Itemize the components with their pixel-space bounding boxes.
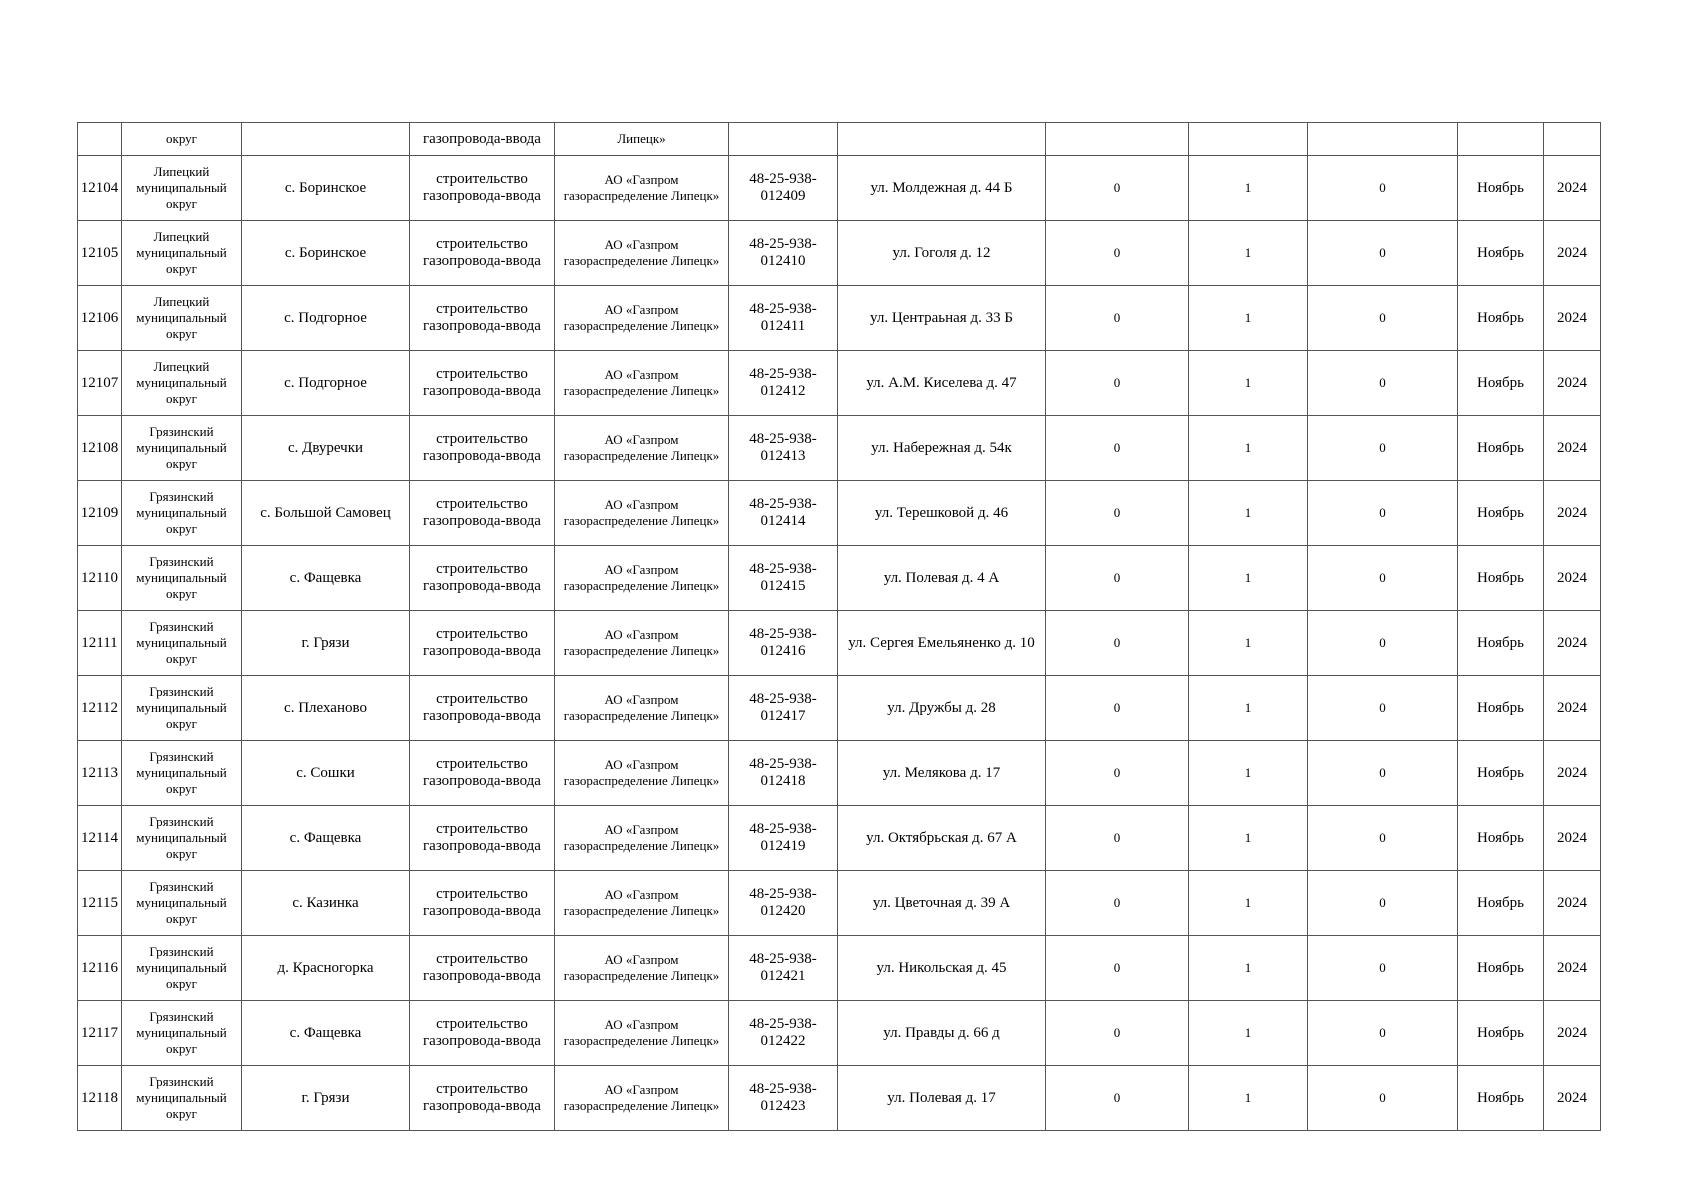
cell-c2: 1 [1189, 156, 1308, 221]
cell-num: 12114 [78, 806, 122, 871]
cell-code: 48-25-938-012417 [729, 676, 838, 741]
cell-work: строительство газопровода-ввода [410, 936, 555, 1001]
cell-c1: 0 [1046, 1066, 1189, 1131]
cell-num: 12116 [78, 936, 122, 1001]
cell-c2: 1 [1189, 1001, 1308, 1066]
cell-locality: с. Боринское [242, 156, 410, 221]
cell-district: Грязинский муниципальный округ [122, 676, 242, 741]
cell-c3: 0 [1308, 871, 1458, 936]
table-row [78, 351, 1601, 416]
cell-district: Липецкий муниципальный округ [122, 351, 242, 416]
cell-c1: 0 [1046, 416, 1189, 481]
cell-month: Ноябрь [1458, 481, 1544, 546]
table-row [78, 871, 1601, 936]
cell-work: строительство газопровода-ввода [410, 481, 555, 546]
cell-c3: 0 [1308, 481, 1458, 546]
cell-address: ул. Мелякова д. 17 [838, 741, 1046, 806]
cell-address [838, 123, 1046, 156]
cell-locality: с. Двуречки [242, 416, 410, 481]
cell-locality: с. Фащевка [242, 1001, 410, 1066]
cell-address: ул. Молдежная д. 44 Б [838, 156, 1046, 221]
cell-org: АО «Газпром газораспределение Липецк» [555, 871, 729, 936]
cell-month: Ноябрь [1458, 416, 1544, 481]
cell-work: строительство газопровода-ввода [410, 221, 555, 286]
cell-org: АО «Газпром газораспределение Липецк» [555, 221, 729, 286]
cell-c2: 1 [1189, 611, 1308, 676]
cell-work: строительство газопровода-ввода [410, 676, 555, 741]
cell-code: 48-25-938-012415 [729, 546, 838, 611]
cell-c1 [1046, 123, 1189, 156]
table-row [78, 481, 1601, 546]
cell-code: 48-25-938-012416 [729, 611, 838, 676]
cell-num: 12106 [78, 286, 122, 351]
cell-num: 12110 [78, 546, 122, 611]
cell-address: ул. Никольская д. 45 [838, 936, 1046, 1001]
cell-org: АО «Газпром газораспределение Липецк» [555, 156, 729, 221]
cell-org: АО «Газпром газораспределение Липецк» [555, 1066, 729, 1131]
table-body [78, 123, 1601, 1131]
cell-district: Грязинский муниципальный округ [122, 1001, 242, 1066]
cell-year: 2024 [1544, 741, 1601, 806]
cell-month: Ноябрь [1458, 611, 1544, 676]
cell-org: Липецк» [555, 123, 729, 156]
cell-code: 48-25-938-012409 [729, 156, 838, 221]
cell-c2: 1 [1189, 351, 1308, 416]
table-row [78, 611, 1601, 676]
cell-c3: 0 [1308, 1066, 1458, 1131]
cell-month: Ноябрь [1458, 741, 1544, 806]
cell-num: 12113 [78, 741, 122, 806]
table-row [78, 156, 1601, 221]
cell-code: 48-25-938-012423 [729, 1066, 838, 1131]
cell-code: 48-25-938-012420 [729, 871, 838, 936]
cell-code [729, 123, 838, 156]
cell-code: 48-25-938-012413 [729, 416, 838, 481]
cell-code: 48-25-938-012422 [729, 1001, 838, 1066]
cell-district: Липецкий муниципальный округ [122, 156, 242, 221]
cell-work: газопровода-ввода [410, 123, 555, 156]
cell-c3: 0 [1308, 156, 1458, 221]
cell-c1: 0 [1046, 806, 1189, 871]
table-row [78, 221, 1601, 286]
cell-month [1458, 123, 1544, 156]
cell-c1: 0 [1046, 871, 1189, 936]
cell-c1: 0 [1046, 351, 1189, 416]
cell-locality: с. Боринское [242, 221, 410, 286]
cell-locality: с. Фащевка [242, 546, 410, 611]
cell-work: строительство газопровода-ввода [410, 611, 555, 676]
cell-year: 2024 [1544, 546, 1601, 611]
cell-c2: 1 [1189, 806, 1308, 871]
table-row [78, 286, 1601, 351]
cell-address: ул. Центраьная д. 33 Б [838, 286, 1046, 351]
cell-code: 48-25-938-012412 [729, 351, 838, 416]
cell-c2: 1 [1189, 286, 1308, 351]
cell-locality: г. Грязи [242, 1066, 410, 1131]
cell-c2: 1 [1189, 741, 1308, 806]
cell-address: ул. А.М. Киселева д. 47 [838, 351, 1046, 416]
cell-num: 12107 [78, 351, 122, 416]
cell-c1: 0 [1046, 676, 1189, 741]
cell-org: АО «Газпром газораспределение Липецк» [555, 286, 729, 351]
cell-num: 12111 [78, 611, 122, 676]
cell-c3: 0 [1308, 936, 1458, 1001]
table-row [78, 806, 1601, 871]
cell-c3: 0 [1308, 676, 1458, 741]
cell-work: строительство газопровода-ввода [410, 806, 555, 871]
cell-c2: 1 [1189, 416, 1308, 481]
cell-district: Грязинский муниципальный округ [122, 936, 242, 1001]
gas-connection-schedule-table [77, 122, 1601, 1131]
cell-c1: 0 [1046, 481, 1189, 546]
cell-month: Ноябрь [1458, 156, 1544, 221]
cell-year: 2024 [1544, 936, 1601, 1001]
cell-c3: 0 [1308, 546, 1458, 611]
cell-num: 12104 [78, 156, 122, 221]
cell-c1: 0 [1046, 936, 1189, 1001]
cell-locality: с. Подгорное [242, 351, 410, 416]
cell-district: Грязинский муниципальный округ [122, 546, 242, 611]
table-row [78, 1001, 1601, 1066]
cell-month: Ноябрь [1458, 1066, 1544, 1131]
cell-code: 48-25-938-012418 [729, 741, 838, 806]
table-row [78, 936, 1601, 1001]
cell-org: АО «Газпром газораспределение Липецк» [555, 1001, 729, 1066]
cell-month: Ноябрь [1458, 676, 1544, 741]
cell-month: Ноябрь [1458, 936, 1544, 1001]
cell-c3: 0 [1308, 351, 1458, 416]
cell-num [78, 123, 122, 156]
cell-district: Грязинский муниципальный округ [122, 611, 242, 676]
cell-address: ул. Правды д. 66 д [838, 1001, 1046, 1066]
cell-locality: с. Сошки [242, 741, 410, 806]
cell-c1: 0 [1046, 611, 1189, 676]
cell-work: строительство газопровода-ввода [410, 546, 555, 611]
cell-year: 2024 [1544, 481, 1601, 546]
cell-year: 2024 [1544, 611, 1601, 676]
cell-address: ул. Сергея Емельяненко д. 10 [838, 611, 1046, 676]
cell-c2: 1 [1189, 936, 1308, 1001]
cell-num: 12118 [78, 1066, 122, 1131]
cell-work: строительство газопровода-ввода [410, 156, 555, 221]
cell-address: ул. Дружбы д. 28 [838, 676, 1046, 741]
cell-locality: с. Большой Самовец [242, 481, 410, 546]
cell-c2 [1189, 123, 1308, 156]
cell-org: АО «Газпром газораспределение Липецк» [555, 806, 729, 871]
cell-year: 2024 [1544, 1066, 1601, 1131]
cell-c1: 0 [1046, 156, 1189, 221]
cell-work: строительство газопровода-ввода [410, 871, 555, 936]
cell-district: Липецкий муниципальный округ [122, 286, 242, 351]
cell-c2: 1 [1189, 481, 1308, 546]
cell-month: Ноябрь [1458, 221, 1544, 286]
cell-year: 2024 [1544, 1001, 1601, 1066]
cell-org: АО «Газпром газораспределение Липецк» [555, 936, 729, 1001]
cell-address: ул. Гоголя д. 12 [838, 221, 1046, 286]
cell-c1: 0 [1046, 221, 1189, 286]
cell-c2: 1 [1189, 221, 1308, 286]
cell-address: ул. Октябрьская д. 67 А [838, 806, 1046, 871]
cell-c3 [1308, 123, 1458, 156]
cell-address: ул. Цветочная д. 39 А [838, 871, 1046, 936]
cell-num: 12117 [78, 1001, 122, 1066]
cell-month: Ноябрь [1458, 1001, 1544, 1066]
cell-num: 12108 [78, 416, 122, 481]
cell-district: округ [122, 123, 242, 156]
cell-year: 2024 [1544, 416, 1601, 481]
cell-code: 48-25-938-012421 [729, 936, 838, 1001]
cell-locality: с. Фащевка [242, 806, 410, 871]
table-row [78, 676, 1601, 741]
cell-c3: 0 [1308, 611, 1458, 676]
table-row [78, 546, 1601, 611]
cell-district: Грязинский муниципальный округ [122, 416, 242, 481]
cell-c2: 1 [1189, 676, 1308, 741]
cell-c3: 0 [1308, 221, 1458, 286]
table-row [78, 741, 1601, 806]
cell-code: 48-25-938-012419 [729, 806, 838, 871]
cell-org: АО «Газпром газораспределение Липецк» [555, 611, 729, 676]
cell-work: строительство газопровода-ввода [410, 1066, 555, 1131]
cell-org: АО «Газпром газораспределение Липецк» [555, 676, 729, 741]
cell-address: ул. Терешковой д. 46 [838, 481, 1046, 546]
cell-locality: с. Подгорное [242, 286, 410, 351]
cell-num: 12109 [78, 481, 122, 546]
cell-c2: 1 [1189, 546, 1308, 611]
cell-year: 2024 [1544, 871, 1601, 936]
cell-district: Грязинский муниципальный округ [122, 871, 242, 936]
cell-c1: 0 [1046, 1001, 1189, 1066]
cell-month: Ноябрь [1458, 546, 1544, 611]
cell-year: 2024 [1544, 221, 1601, 286]
cell-c1: 0 [1046, 546, 1189, 611]
cell-year: 2024 [1544, 351, 1601, 416]
cell-address: ул. Полевая д. 17 [838, 1066, 1046, 1131]
cell-work: строительство газопровода-ввода [410, 741, 555, 806]
cell-c3: 0 [1308, 286, 1458, 351]
cell-c3: 0 [1308, 741, 1458, 806]
cell-org: АО «Газпром газораспределение Липецк» [555, 416, 729, 481]
table-row [78, 416, 1601, 481]
cell-org: АО «Газпром газораспределение Липецк» [555, 351, 729, 416]
cell-work: строительство газопровода-ввода [410, 1001, 555, 1066]
cell-year: 2024 [1544, 806, 1601, 871]
cell-month: Ноябрь [1458, 806, 1544, 871]
cell-district: Грязинский муниципальный округ [122, 806, 242, 871]
cell-num: 12115 [78, 871, 122, 936]
cell-code: 48-25-938-012414 [729, 481, 838, 546]
cell-locality: с. Плеханово [242, 676, 410, 741]
cell-num: 12112 [78, 676, 122, 741]
cell-c3: 0 [1308, 1001, 1458, 1066]
cell-code: 48-25-938-012411 [729, 286, 838, 351]
cell-month: Ноябрь [1458, 871, 1544, 936]
cell-c1: 0 [1046, 286, 1189, 351]
cell-year [1544, 123, 1601, 156]
cell-address: ул. Полевая д. 4 А [838, 546, 1046, 611]
cell-locality: с. Казинка [242, 871, 410, 936]
cell-year: 2024 [1544, 286, 1601, 351]
cell-year: 2024 [1544, 676, 1601, 741]
cell-c1: 0 [1046, 741, 1189, 806]
cell-org: АО «Газпром газораспределение Липецк» [555, 546, 729, 611]
cell-org: АО «Газпром газораспределение Липецк» [555, 741, 729, 806]
cell-locality [242, 123, 410, 156]
cell-district: Грязинский муниципальный округ [122, 1066, 242, 1131]
cell-address: ул. Набережная д. 54к [838, 416, 1046, 481]
cell-org: АО «Газпром газораспределение Липецк» [555, 481, 729, 546]
cell-district: Липецкий муниципальный округ [122, 221, 242, 286]
cell-code: 48-25-938-012410 [729, 221, 838, 286]
cell-locality: г. Грязи [242, 611, 410, 676]
cell-c2: 1 [1189, 871, 1308, 936]
table-row-continued [78, 123, 1601, 156]
cell-year: 2024 [1544, 156, 1601, 221]
cell-work: строительство газопровода-ввода [410, 351, 555, 416]
cell-c3: 0 [1308, 806, 1458, 871]
cell-month: Ноябрь [1458, 286, 1544, 351]
cell-c3: 0 [1308, 416, 1458, 481]
cell-work: строительство газопровода-ввода [410, 286, 555, 351]
cell-district: Грязинский муниципальный округ [122, 741, 242, 806]
cell-district: Грязинский муниципальный округ [122, 481, 242, 546]
table-row [78, 1066, 1601, 1131]
cell-work: строительство газопровода-ввода [410, 416, 555, 481]
cell-month: Ноябрь [1458, 351, 1544, 416]
cell-c2: 1 [1189, 1066, 1308, 1131]
cell-num: 12105 [78, 221, 122, 286]
cell-locality: д. Красногорка [242, 936, 410, 1001]
